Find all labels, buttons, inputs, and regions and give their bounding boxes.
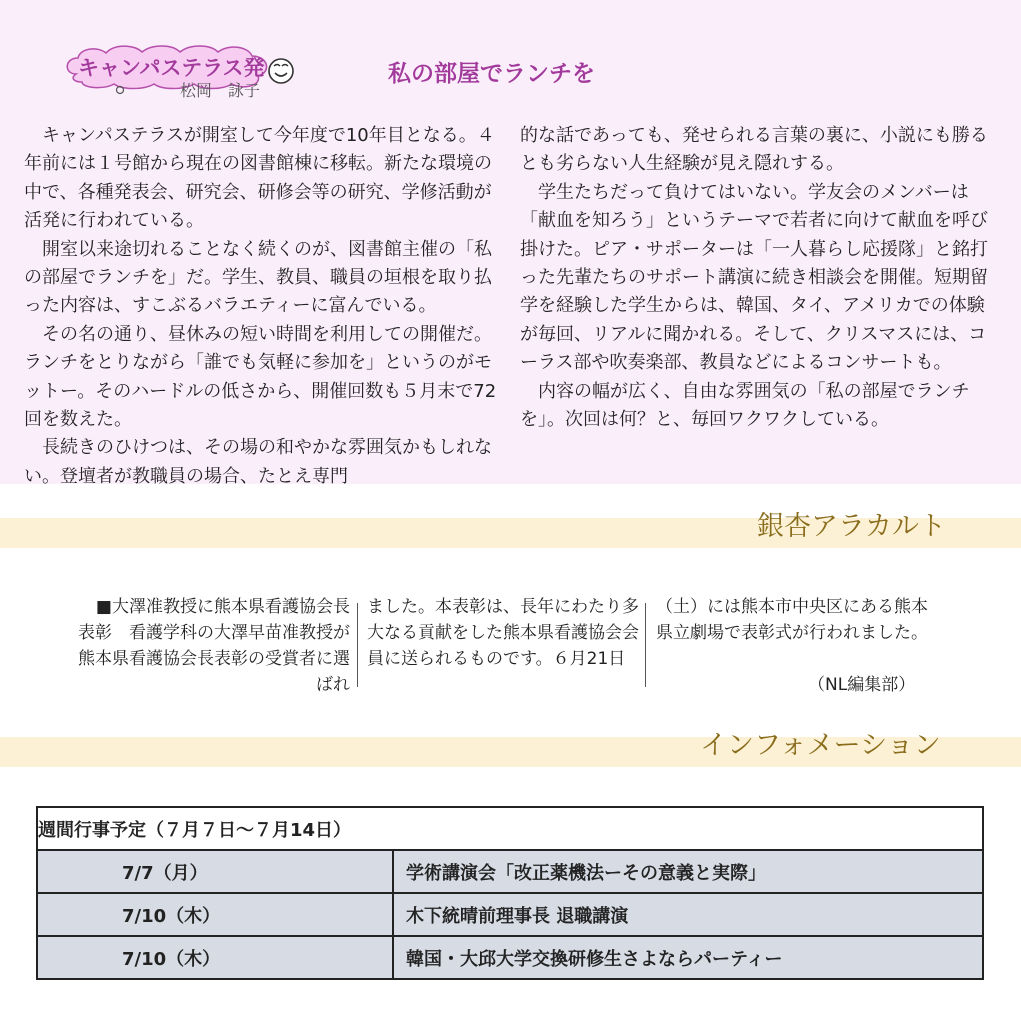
paragraph: 的な話であっても、発せられる言葉の裏に、小説にも勝るとも劣らない人生経験が見え隠れする。 [520,125,988,175]
author-name: 松岡 詠子 [180,81,261,100]
ginkgo-column-2 [367,594,639,672]
paragraph: ました。本表彰は、長年にわたり多大なる貢献をした熊本県看護協会会員に送られるものです。６月21日 [367,597,639,669]
event-date: 7/10（木） [37,893,393,936]
paragraph: 開室以来途切れることなく続くのが、図書館主催の「私の部屋でランチを」だ。学生、教員、職員の垣根を取り払った内容は、すこぶるバラエティーに富んでいる。 [24,238,492,317]
event-date: 7/10（木） [37,936,393,979]
article-column-1 [24,122,500,491]
smiley-face-icon [266,56,296,86]
paragraph: ■大澤准教授に熊本県看護協会長表彰 看護学科の大澤早苗准教授が熊本県看護協会長表彰の受賞者に選ばれ [78,597,350,695]
paragraph: （土）には熊本市中央区にある熊本県立劇場で表彰式が行われました。 [656,597,928,643]
table-header-row [37,807,983,850]
event-title: 木下統晴前理事長 退職講演 [393,893,983,936]
table-header: 週間行事予定（７月７日～７月14日） [37,807,983,850]
table-row [37,936,983,979]
table-row [37,850,983,893]
column-divider [645,603,646,687]
event-date: 7/7（月） [37,850,393,893]
info-section-title: インフォメーション [700,730,941,761]
article-column-2 [520,122,1000,434]
paragraph: その名の通り、昼休みの短い時間を利用しての開催だ。ランチをとりながら「誰でも気軽に参加を」というのがモットー。そのハードルの低さから、開催回数も５月末で72回を数えた。 [24,323,497,431]
paragraph: 内容の幅が広く、自由な雰囲気の「私の部屋でランチを」。次回は何？と、毎回ワクワクしている。 [520,380,970,431]
table-row [37,893,983,936]
column-name: キャンパステラス発 [78,56,265,80]
paragraph: 長続きのひけつは、その場の和やかな雰囲気かもしれない。登壇者が教職員の場合、たとえ専門 [24,437,492,487]
weekly-events-table [36,806,984,980]
article-headline: 私の部屋でランチを [388,61,595,87]
column-divider [357,603,358,687]
ginkgo-section-title: 銀杏アラカルト [757,511,946,542]
swirl-icon [115,85,125,95]
editor-credit: （NL編集部） [808,675,916,695]
event-title: 韓国・大邱大学交換研修生さよならパーティー [393,936,983,979]
ginkgo-column-3 [656,594,928,646]
paragraph: 学生たちだって負けてはいない。学友会のメンバーは「献血を知ろう」というテーマで若者に向けて献血を呼び掛けた。ピア・サポーターは「一人暮らし応援隊」と銘打った先輩たちのサポート講演に続き相談会を開催。短期留学を経験した学生からは、韓国、タイ、アメリカでの体験が毎回、リアルに聞かれる。そして、クリスマスには、コーラス部や吹奏楽部、教員などによるコンサートも。 [520,181,988,374]
ginkgo-column-1 [72,594,350,698]
paragraph: キャンパステラスが開室して今年度で10年目となる。４年前には１号館から現在の図書館棟に移転。新たな環境の中で、各種発表会、研究会、研修会等の研究、学修活動が活発に行われている。 [24,125,495,232]
event-title: 学術講演会「改正薬機法ーその意義と実際」 [393,850,983,893]
